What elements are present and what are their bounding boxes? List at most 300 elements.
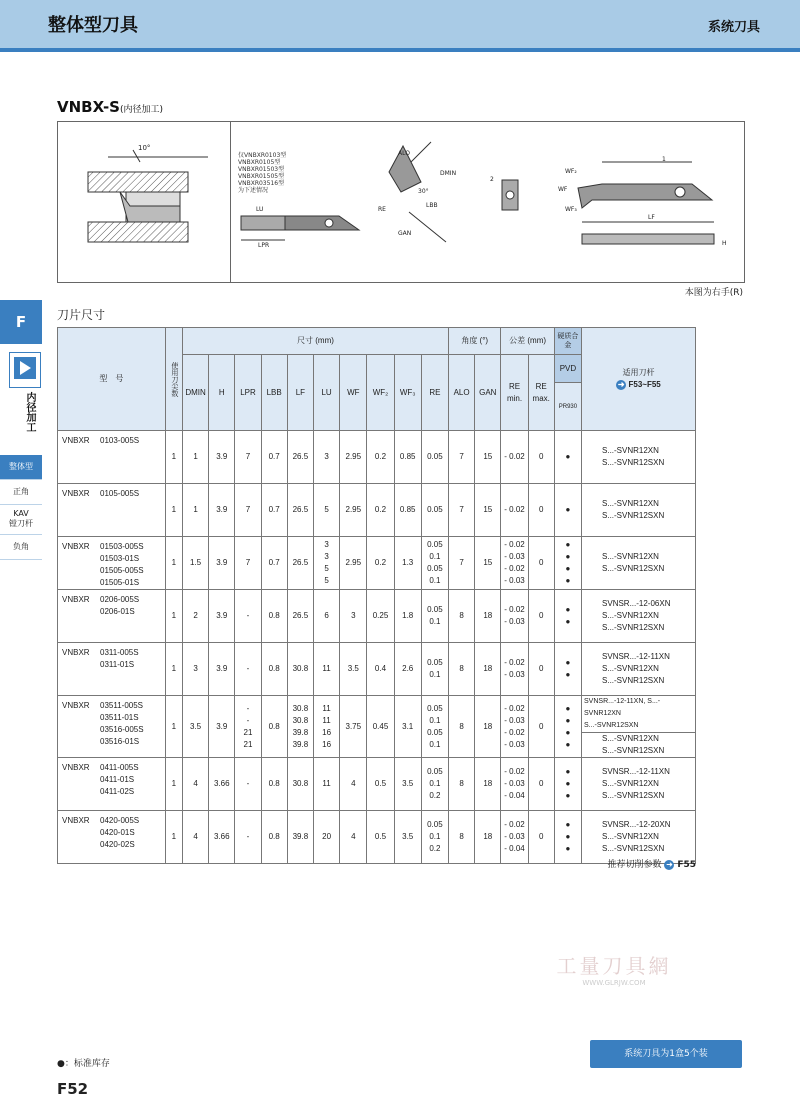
cell-value: 0.05	[427, 605, 443, 614]
watermark-text: 工量刀具網	[556, 954, 672, 978]
table-cell	[209, 537, 235, 590]
table-cell	[367, 537, 394, 590]
model-code: 03511-01S	[100, 713, 139, 722]
model-code: 03511-005S	[100, 701, 143, 710]
table-cell	[421, 431, 448, 484]
cell-value: 0.4	[374, 664, 387, 673]
section-title	[57, 98, 163, 116]
table-cell	[209, 758, 235, 811]
header-angle: 角度 (°)	[449, 328, 501, 355]
wf3-label: WF₃	[565, 206, 577, 213]
cell-value: 0.8	[268, 779, 280, 788]
box-quantity-banner[interactable]: 系统刀具为1盒5个装	[590, 1040, 742, 1068]
cell-value: 39.8	[292, 739, 309, 749]
cell-value: 3.1	[402, 721, 414, 731]
cell-value: 18	[483, 832, 493, 841]
model-code: 01505-005S	[100, 566, 144, 575]
cell-value: - 0.02	[504, 820, 525, 829]
column-header: RE min.	[501, 355, 528, 431]
table-row	[58, 696, 696, 758]
table-cell	[287, 643, 313, 696]
table-cell	[394, 811, 421, 864]
cell-value: 0.1	[429, 576, 441, 585]
table-cell	[554, 696, 581, 758]
table-cell	[501, 811, 528, 864]
watermark-url: WWW.GLRJW.COM	[582, 979, 646, 987]
gan-label: GAN	[398, 230, 412, 237]
cell-value: ●	[565, 779, 571, 788]
cell-value: ●	[565, 552, 571, 561]
cell-value: ●	[565, 820, 571, 829]
cell-value: ●	[565, 727, 571, 737]
header-corners: 使用刀尖数	[165, 328, 182, 431]
cell-value: 1	[171, 832, 177, 841]
cell-value: 15	[483, 452, 493, 461]
model-cell	[58, 431, 166, 484]
recommend-cutting-note[interactable]: 推荐切削参数 ➜ F55	[607, 859, 696, 870]
cell-value: -	[246, 832, 250, 841]
model-prefix: VNBXR	[62, 436, 90, 445]
cell-value: 18	[483, 611, 493, 620]
table-cell	[449, 590, 475, 643]
cell-value: 0.5	[374, 832, 387, 841]
re-label: RE	[378, 206, 386, 213]
alo-label: ALO	[398, 150, 410, 157]
cell-value: 18	[483, 664, 493, 673]
cell-value: ●	[565, 703, 571, 713]
cell-value: 0.05	[427, 767, 443, 776]
table-cell	[261, 484, 287, 537]
cell-value: 0.05	[427, 727, 443, 737]
table-row	[58, 643, 696, 696]
cell-value: - 0.03	[504, 739, 525, 749]
table-cell	[501, 758, 528, 811]
cell-value: - 0.03	[504, 552, 525, 561]
table-cell	[554, 643, 581, 696]
cell-value: 7	[459, 505, 464, 514]
table-cell	[340, 643, 367, 696]
cell-value: ●	[565, 739, 571, 749]
cell-value: 3	[324, 452, 329, 461]
table-cell	[367, 758, 394, 811]
table-cell	[287, 590, 313, 643]
insert-top-drawing	[482, 122, 744, 282]
cell-value: ●	[565, 452, 571, 461]
cell-value: S...-SVNR12XN	[602, 779, 659, 788]
table-cell	[165, 484, 182, 537]
cell-value: 7	[245, 505, 251, 514]
table-row	[58, 537, 696, 590]
table-cell	[449, 431, 475, 484]
cell-value: 0	[538, 832, 544, 841]
model-cell	[58, 590, 166, 643]
h-label: H	[722, 240, 727, 247]
cell-value: 16	[322, 739, 332, 749]
cell-value: 0.05	[427, 505, 443, 514]
table-cell	[367, 643, 394, 696]
column-header: H	[209, 355, 235, 431]
table-cell	[582, 696, 696, 758]
cell-value: S...-SVNR12XN	[602, 446, 659, 455]
table-cell	[528, 537, 554, 590]
cell-value: 3.5	[190, 721, 202, 731]
cell-value: 8	[459, 721, 464, 731]
cell-value: 3	[351, 611, 356, 620]
cell-value: - 0.02	[504, 605, 525, 614]
cell-value: 0	[538, 664, 544, 673]
cell-value: 0.5	[374, 779, 387, 788]
cell-value: 5	[324, 505, 329, 514]
insert-dimensions-heading: 刀片尺寸	[57, 308, 106, 322]
model-prefix: VNBXR	[62, 595, 90, 604]
cell-value: 30.8	[292, 703, 309, 713]
table-cell	[449, 643, 475, 696]
cell-value: 0.1	[429, 617, 441, 626]
cell-value: 3	[193, 664, 198, 673]
model-code: 0103-005S	[100, 436, 140, 445]
table-cell	[287, 484, 313, 537]
table-cell	[287, 811, 313, 864]
table-cell	[582, 811, 696, 864]
model-code: 03516-01S	[100, 737, 140, 746]
figure-caption: 本图为右手(R)	[684, 288, 743, 298]
cell-value: S...-SVNR12SXN	[602, 458, 665, 467]
cell-value: 0.2	[374, 505, 387, 514]
cell-value: ●	[565, 767, 571, 776]
table-cell	[313, 537, 339, 590]
column-header: DMIN	[182, 355, 208, 431]
lu-label: LU	[256, 206, 264, 213]
table-cell	[182, 643, 208, 696]
table-cell	[582, 590, 696, 643]
table-cell	[394, 590, 421, 643]
table-cell	[209, 696, 235, 758]
table-cell	[475, 537, 501, 590]
cell-value: 0.05	[427, 540, 443, 549]
nav-item-positive[interactable]: 正角	[0, 480, 42, 505]
cell-value: 4	[351, 779, 356, 788]
model-cell	[58, 643, 166, 696]
header-holder	[582, 328, 696, 431]
table-cell	[582, 484, 696, 537]
cell-value: 0.05	[427, 658, 443, 667]
table-cell	[449, 758, 475, 811]
model-code: 01503-005S	[100, 542, 144, 551]
cell-value: 3.5	[402, 832, 414, 841]
cell-value: 0.2	[374, 558, 387, 567]
table-cell	[165, 758, 182, 811]
table-cell	[340, 590, 367, 643]
cell-value: 0.05	[427, 703, 443, 713]
holder-value: SVNSR...-12-11XN, S...-SVNR12XN	[584, 698, 661, 717]
table-cell	[235, 590, 261, 643]
cell-value: 0.1	[429, 832, 441, 841]
table-cell	[235, 484, 261, 537]
table-cell	[165, 431, 182, 484]
cell-value: 5	[324, 564, 329, 573]
side-nav	[0, 455, 42, 560]
header-model: 型 号	[58, 328, 166, 431]
cell-value: S...-SVNR12XN	[602, 611, 659, 620]
cell-value: 3.66	[213, 832, 230, 841]
table-cell	[554, 484, 581, 537]
table-row	[58, 431, 696, 484]
cell-value: 26.5	[292, 558, 309, 567]
cell-value: -	[246, 779, 250, 788]
page-number: F52	[57, 1080, 89, 1098]
cell-value: 3.9	[216, 452, 228, 461]
cell-value: 3.9	[216, 664, 228, 673]
note-line: VNBXR01505型	[238, 173, 285, 180]
table-cell	[449, 537, 475, 590]
table-cell	[421, 696, 448, 758]
model-prefix: VNBXR	[62, 648, 90, 657]
cell-value: 1.3	[402, 558, 414, 567]
cell-value: 0	[538, 611, 544, 620]
holder-ref[interactable]: ➜ F53~F55	[617, 379, 661, 389]
cell-value: 0	[538, 779, 544, 788]
table-cell	[182, 811, 208, 864]
table-cell	[313, 811, 339, 864]
applicable-note	[238, 152, 286, 194]
table-cell	[528, 590, 554, 643]
table-cell	[449, 484, 475, 537]
table-row	[58, 758, 696, 811]
table-cell	[554, 811, 581, 864]
cell-value: 4	[351, 832, 356, 841]
cell-value: - 0.03	[504, 715, 525, 725]
cell-value: 0.1	[429, 552, 441, 561]
table-cell	[528, 758, 554, 811]
column-header: WF₂	[367, 355, 394, 431]
dim-2-label: 2	[490, 176, 494, 183]
cell-value: 11	[322, 715, 331, 725]
table-cell	[165, 811, 182, 864]
cell-value: 1	[171, 779, 177, 788]
nav-item-solid[interactable]: 整体型	[0, 455, 42, 480]
cell-value: 4	[193, 779, 198, 788]
cell-value: SVNSR...-12-11XN	[602, 652, 670, 661]
cell-value: 8	[459, 664, 464, 673]
table-cell	[340, 811, 367, 864]
table-cell	[287, 696, 313, 758]
column-header: LBB	[261, 355, 287, 431]
model-cell	[58, 537, 166, 590]
table-cell	[235, 643, 261, 696]
table-cell	[475, 643, 501, 696]
column-header: RE max.	[528, 355, 554, 431]
cell-value: ●	[565, 844, 571, 853]
header-dimensions: 尺寸 (mm)	[182, 328, 448, 355]
table-cell	[209, 811, 235, 864]
cell-value: 0.8	[268, 721, 280, 731]
cell-value: 7	[459, 558, 464, 567]
cell-value: 1	[171, 664, 177, 673]
watermark	[538, 950, 690, 987]
nav-item-negative[interactable]: 负角	[0, 535, 42, 560]
cell-value: 1	[171, 721, 177, 731]
table-cell	[367, 811, 394, 864]
cell-value: ●	[565, 605, 571, 614]
table-cell	[261, 643, 287, 696]
cell-value: 1	[171, 505, 177, 514]
column-header: LU	[313, 355, 339, 431]
note-line: VNBXR01503型	[238, 166, 285, 173]
column-header: WF₃	[394, 355, 421, 431]
table-cell	[394, 696, 421, 758]
arrow-right-icon: ➜	[666, 859, 673, 869]
cell-value: ●	[565, 832, 571, 841]
arrow-right-icon: ➜	[617, 379, 625, 389]
holder-value: S...-SVNR12XN	[602, 734, 659, 743]
cell-value: - 0.03	[504, 832, 525, 841]
table-cell	[394, 484, 421, 537]
table-row	[58, 590, 696, 643]
dmin-label: DMIN	[440, 170, 457, 177]
cell-value: 7	[245, 558, 251, 567]
cell-value: 18	[483, 779, 493, 788]
table-cell	[261, 590, 287, 643]
table-row	[58, 811, 696, 864]
cell-value: ●	[565, 564, 571, 573]
model-cell	[58, 484, 166, 537]
wf-label: WF	[558, 186, 568, 193]
table-cell	[261, 696, 287, 758]
cell-value: 3.9	[216, 558, 228, 567]
cell-value: 21	[243, 739, 253, 749]
cell-value: 0.1	[429, 739, 441, 749]
model-code: 0420-005S	[100, 816, 140, 825]
header-pvd: PVD	[554, 355, 581, 383]
series-subtitle: (内径加工)	[119, 105, 163, 115]
cell-value: 3	[324, 540, 329, 549]
table-cell	[421, 758, 448, 811]
cell-value: - 0.02	[504, 703, 525, 713]
cell-value: S...-SVNR12SXN	[602, 511, 665, 520]
series-name: VNBX-S	[57, 98, 120, 116]
table-row	[58, 484, 696, 537]
table-cell	[528, 696, 554, 758]
table-cell	[261, 431, 287, 484]
stock-legend: ●：标准库存	[57, 1059, 110, 1069]
model-cell	[58, 758, 166, 811]
cell-value: S...-SVNR12SXN	[602, 844, 665, 853]
model-code: 0420-02S	[100, 840, 135, 849]
cell-value: 5	[324, 576, 329, 585]
table-cell	[394, 758, 421, 811]
model-code: 0420-01S	[100, 828, 135, 837]
cell-value: 16	[322, 727, 332, 737]
cell-value: 0.8	[268, 664, 280, 673]
table-cell	[340, 758, 367, 811]
cell-value: - 0.02	[504, 658, 525, 667]
dim-1-label: 1	[662, 156, 666, 163]
bore-angle-label: 10°	[138, 144, 151, 152]
cell-value: 2.95	[345, 558, 362, 567]
cell-value: 3.5	[347, 664, 359, 673]
cell-value: 1	[171, 558, 177, 567]
cell-value: 0.1	[429, 779, 441, 788]
cell-value: 11	[322, 703, 331, 713]
holder-value: S...-SVNR12SXN	[602, 746, 665, 755]
cell-value: - 0.03	[504, 617, 525, 626]
model-code: 03516-005S	[100, 725, 144, 734]
cell-value: - 0.02	[504, 564, 525, 573]
cell-value: SVNSR...-12-11XN	[602, 767, 670, 776]
table-cell	[340, 696, 367, 758]
cell-value: 0.2	[374, 452, 387, 461]
table-cell	[528, 643, 554, 696]
lpr-label: LPR	[258, 242, 270, 249]
table-cell	[182, 590, 208, 643]
table-cell	[475, 758, 501, 811]
table-cell	[182, 696, 208, 758]
model-code: 01503-01S	[100, 554, 140, 563]
model-prefix: VNBXR	[62, 763, 90, 772]
model-cell	[58, 811, 166, 864]
table-cell	[313, 696, 339, 758]
nav-item-kav[interactable]: KAV 镗刀杆	[0, 505, 42, 535]
table-cell	[501, 484, 528, 537]
angle30-label: 30°	[418, 188, 429, 195]
cell-value: 0.05	[427, 564, 443, 573]
cell-value: 2.95	[345, 505, 362, 514]
table-cell	[501, 590, 528, 643]
cell-value: -	[246, 664, 250, 673]
table-cell	[182, 484, 208, 537]
cell-value: ●	[565, 576, 571, 585]
lf-label: LF	[648, 214, 655, 221]
cell-value: S...-SVNR12XN	[602, 664, 659, 673]
cell-value: S...-SVNR12XN	[602, 552, 659, 561]
cell-value: 1.5	[190, 558, 202, 567]
cell-value: 3.5	[402, 779, 414, 788]
table-cell	[582, 537, 696, 590]
cell-value: S...-SVNR12SXN	[602, 791, 665, 800]
cell-value: 20	[322, 832, 332, 841]
table-cell	[475, 431, 501, 484]
cell-value: 7	[245, 452, 251, 461]
table-cell	[287, 537, 313, 590]
cell-value: 0.7	[268, 558, 280, 567]
note-line: 仅VNBXR0103型	[238, 152, 287, 159]
chapter-tab[interactable]: F	[0, 300, 42, 344]
model-code: 0206-01S	[100, 607, 135, 616]
cell-value: 0	[538, 558, 544, 567]
cell-value: 1	[171, 452, 177, 461]
cell-value: 30.8	[292, 779, 309, 788]
cell-value: 0.25	[372, 611, 389, 620]
cell-value: 8	[459, 779, 464, 788]
cell-value: 6	[324, 611, 329, 620]
cell-value: ●	[565, 617, 571, 626]
table-cell	[182, 537, 208, 590]
model-code: 0311-005S	[100, 648, 139, 657]
table-cell	[394, 431, 421, 484]
cell-value: 11	[322, 664, 331, 673]
table-cell	[165, 537, 182, 590]
table-cell	[528, 431, 554, 484]
table-cell	[313, 758, 339, 811]
cell-value: 2	[193, 611, 198, 620]
table-cell	[554, 590, 581, 643]
table-cell	[421, 484, 448, 537]
cell-value: SVNSR...-12-06XN	[602, 599, 671, 608]
table-cell	[313, 590, 339, 643]
table-cell	[367, 431, 394, 484]
cell-value: 0.8	[268, 611, 280, 620]
table-cell	[313, 643, 339, 696]
